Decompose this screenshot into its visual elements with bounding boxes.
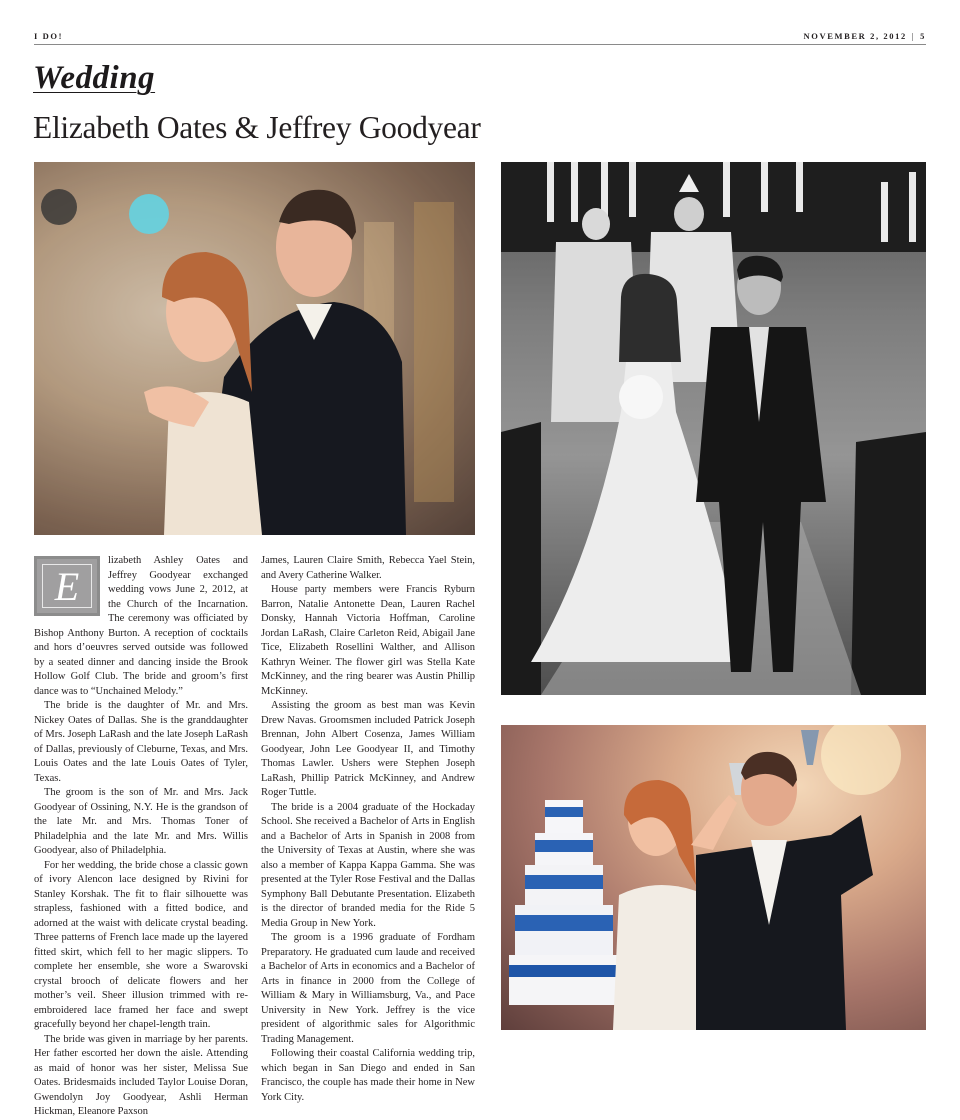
- article-paragraph: Assisting the groom as best man was Kevin Drew Navas. Groomsmen included Patrick Joseph Brennan, John Albert Cosenza, James William Goodyear, John Lee Goodyear II, and Timothy Thomas Lawler. Ushers were Stephen Joseph LaRash, Phillip Patrick McKinney, and Andrew Roger Tuttle.: [261, 700, 475, 798]
- issue-date: NOVEMBER 2, 2012: [803, 31, 907, 41]
- article-paragraph: James, Lauren Claire Smith, Rebecca Yael Stein, and Avery Catherine Walker.: [261, 555, 475, 581]
- article-paragraph: lizabeth Ashley Oates and Jeffrey Goodyear exchanged wedding vows June 2, 2012, at the Church of the Incarnation. The ceremony was officiated by Bishop Anthony Burton. A reception of cocktails and hors d’oeuvres served outside was followed by a seated dinner and dancing inside the Brook Hollow Golf Club. The bride and groom’s first dance was to “Unchained Melody.”: [34, 555, 248, 697]
- header-separator: |: [911, 31, 916, 41]
- drop-cap-letter: E: [54, 564, 80, 609]
- article-column-2: [261, 554, 475, 1105]
- article-paragraph: The groom is the son of Mr. and Mrs. Jack Goodyear of Ossining, N.Y. He is the grandson of the late Mr. and Mrs. Thomas Toner of Philadelphia and the late Mr. and Mrs. Willis Goodyear, also of Philadelphia.: [34, 787, 248, 856]
- article-paragraph: The bride is a 2004 graduate of the Hockaday School. She received a Bachelor of Arts in English and a Bachelor of Arts in Spanish in 2008 from the University of Texas at Austin, where she was also a member of Kappa Kappa Gamma. She was presented at the Tyler Rose Festival and the Dallas Symphony Ball Debutante Presentation. Elizabeth is the director of branded media for the Ride 5 Media Group in New York.: [261, 801, 475, 929]
- section-name: I DO!: [34, 31, 64, 41]
- headline: Elizabeth Oates & Jeffrey Goodyear: [33, 110, 481, 145]
- article-paragraph: The bride is the daughter of Mr. and Mrs. Nickey Oates of Dallas. She is the granddaughter of Mrs. Joseph LaRash and the late Joseph LaRash of Dallas, previously of Cleburne, Texas, and Mrs. Louis Oates and the late Louis Oates of Tyler, Texas.: [34, 700, 248, 784]
- toast-illustration: [501, 725, 926, 1030]
- processional-illustration: [501, 162, 926, 695]
- processional-photo: [501, 162, 926, 695]
- section-kicker: Wedding: [33, 60, 156, 96]
- first-dance-illustration: [34, 162, 475, 535]
- page-info: [804, 31, 926, 41]
- article-column-1: [34, 554, 248, 1120]
- page-header: [34, 31, 926, 45]
- header-rule: [34, 44, 926, 45]
- page-number: 5: [920, 31, 926, 41]
- article-paragraph: The groom is a 1996 graduate of Fordham Preparatory. He graduated cum laude and received a Bachelor of Arts in economics and a Bachelor of Arts in finance in 2000 from the College of William & Mary in Williamsburg, Va., and Pace University in New York. Jeffrey is the vice president of algorithmic sales for Algorithmic Trading Management.: [261, 932, 475, 1045]
- toast-photo: [501, 725, 926, 1030]
- article-paragraph: Following their coastal California wedding trip, which began in San Diego and ended in San Francisco, the couple has made their home in New York City.: [261, 1048, 475, 1103]
- article-paragraph: House party members were Francis Ryburn Barron, Natalie Antonette Dean, Lauren Rachel Donsky, Hannah Victoria Hoffman, Caroline Jordan LaRash, Claire Carleton Reid, Abigail Jane Tice, Elizabeth Rosellini Walther, and Allison Kathryn Weiner. The flower girl was Stella Kate McKinney, and the ring bearer was Austin Phillip McKinney.: [261, 584, 475, 697]
- first-dance-photo: [34, 162, 475, 535]
- wedding-cake: [509, 800, 619, 1005]
- article-paragraph: For her wedding, the bride chose a classic gown of ivory Alencon lace designed by Rivini for Stanley Korshak. The fit to flair silhouette was strapless, fashioned with a fitted bodice, and adorned at the waist with delicate crystal beading. Three patterns of French lace made up the layered fitted skirt, which fell to her magic slippers. To complete her ensemble, she wore a Swarovski crystal brooch of delicate flowers and her mother’s veil. Sheer illusion trimmed with re-embroidered lace framed her face and swept gracefully beyond her chapel-length train.: [34, 859, 248, 1030]
- drop-cap-ornament: [34, 556, 100, 616]
- article-paragraph: The bride was given in marriage by her parents. Her father escorted her down the aisle. Attending as maid of honor was her sister, Melissa Sue Oates. Bridesmaids included Taylor Louise Doran, Gwendolyn Joy Goodyear, Ashli Herman Hickman, Eleanore Paxson: [34, 1033, 248, 1117]
